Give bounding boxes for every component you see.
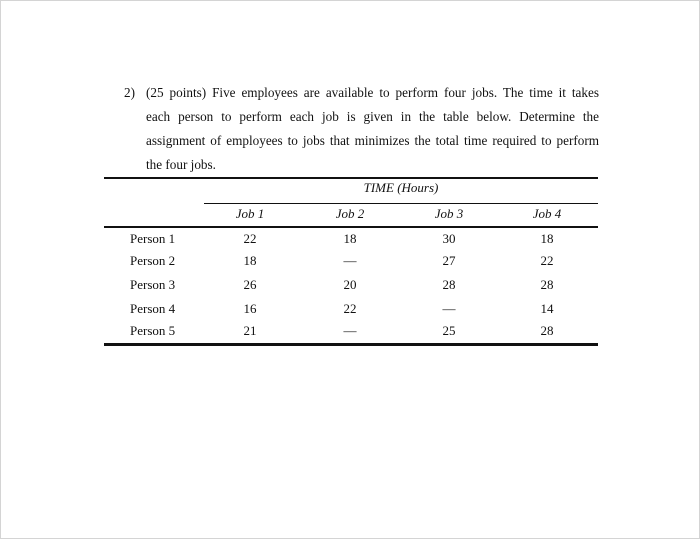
column-header-job-3: Job 3	[434, 206, 464, 221]
table-cell: 20	[343, 277, 357, 292]
problem-line: the four jobs.	[146, 157, 216, 172]
table-cell: 28	[540, 323, 554, 338]
row-label-person-5: Person 5	[130, 323, 176, 338]
table-cell: 22	[343, 301, 357, 316]
row-label-person-1: Person 1	[130, 231, 176, 246]
table-cell: 22	[540, 253, 554, 268]
table-cell: 16	[243, 301, 257, 316]
problem-line: (25 points) Five employees are available to perform four jobs. The time it takes	[146, 85, 599, 100]
problem-text	[146, 81, 599, 177]
problem-number: 2)	[124, 85, 135, 100]
table-cell: 14	[540, 301, 554, 316]
table-cell: 28	[540, 277, 554, 292]
table-cell: 22	[243, 231, 257, 246]
column-header-job-2: Job 2	[335, 206, 365, 221]
problem-line: assignment of employees to jobs that minimizes the total time required to perform	[146, 133, 599, 148]
header-bottom-rule	[104, 226, 598, 228]
table-cell-dash: —	[343, 253, 357, 268]
header-rule	[204, 203, 598, 204]
problem-line: each person to perform each job is given in the table below. Determine the	[146, 109, 599, 124]
table-cell: 25	[442, 323, 456, 338]
table-top-rule	[104, 177, 598, 179]
table-cell: 28	[442, 277, 456, 292]
table-cell: 18	[243, 253, 257, 268]
table-cell-dash: —	[343, 323, 357, 338]
column-header-job-1: Job 1	[235, 206, 265, 221]
table-cell: 18	[343, 231, 357, 246]
row-label-person-2: Person 2	[130, 253, 176, 268]
row-label-person-3: Person 3	[130, 277, 176, 292]
table-cell: 26	[243, 277, 257, 292]
table-cell: 27	[442, 253, 456, 268]
column-header-job-4: Job 4	[532, 206, 562, 221]
table-bottom-rule	[104, 343, 598, 346]
problem-statement	[124, 81, 599, 177]
table-cell: 18	[540, 231, 554, 246]
table-cell-dash: —	[442, 301, 456, 316]
table-cell: 30	[442, 231, 456, 246]
table-cell: 21	[243, 323, 257, 338]
row-label-person-4: Person 4	[130, 301, 176, 316]
table-title: TIME (Hours)	[363, 180, 439, 195]
